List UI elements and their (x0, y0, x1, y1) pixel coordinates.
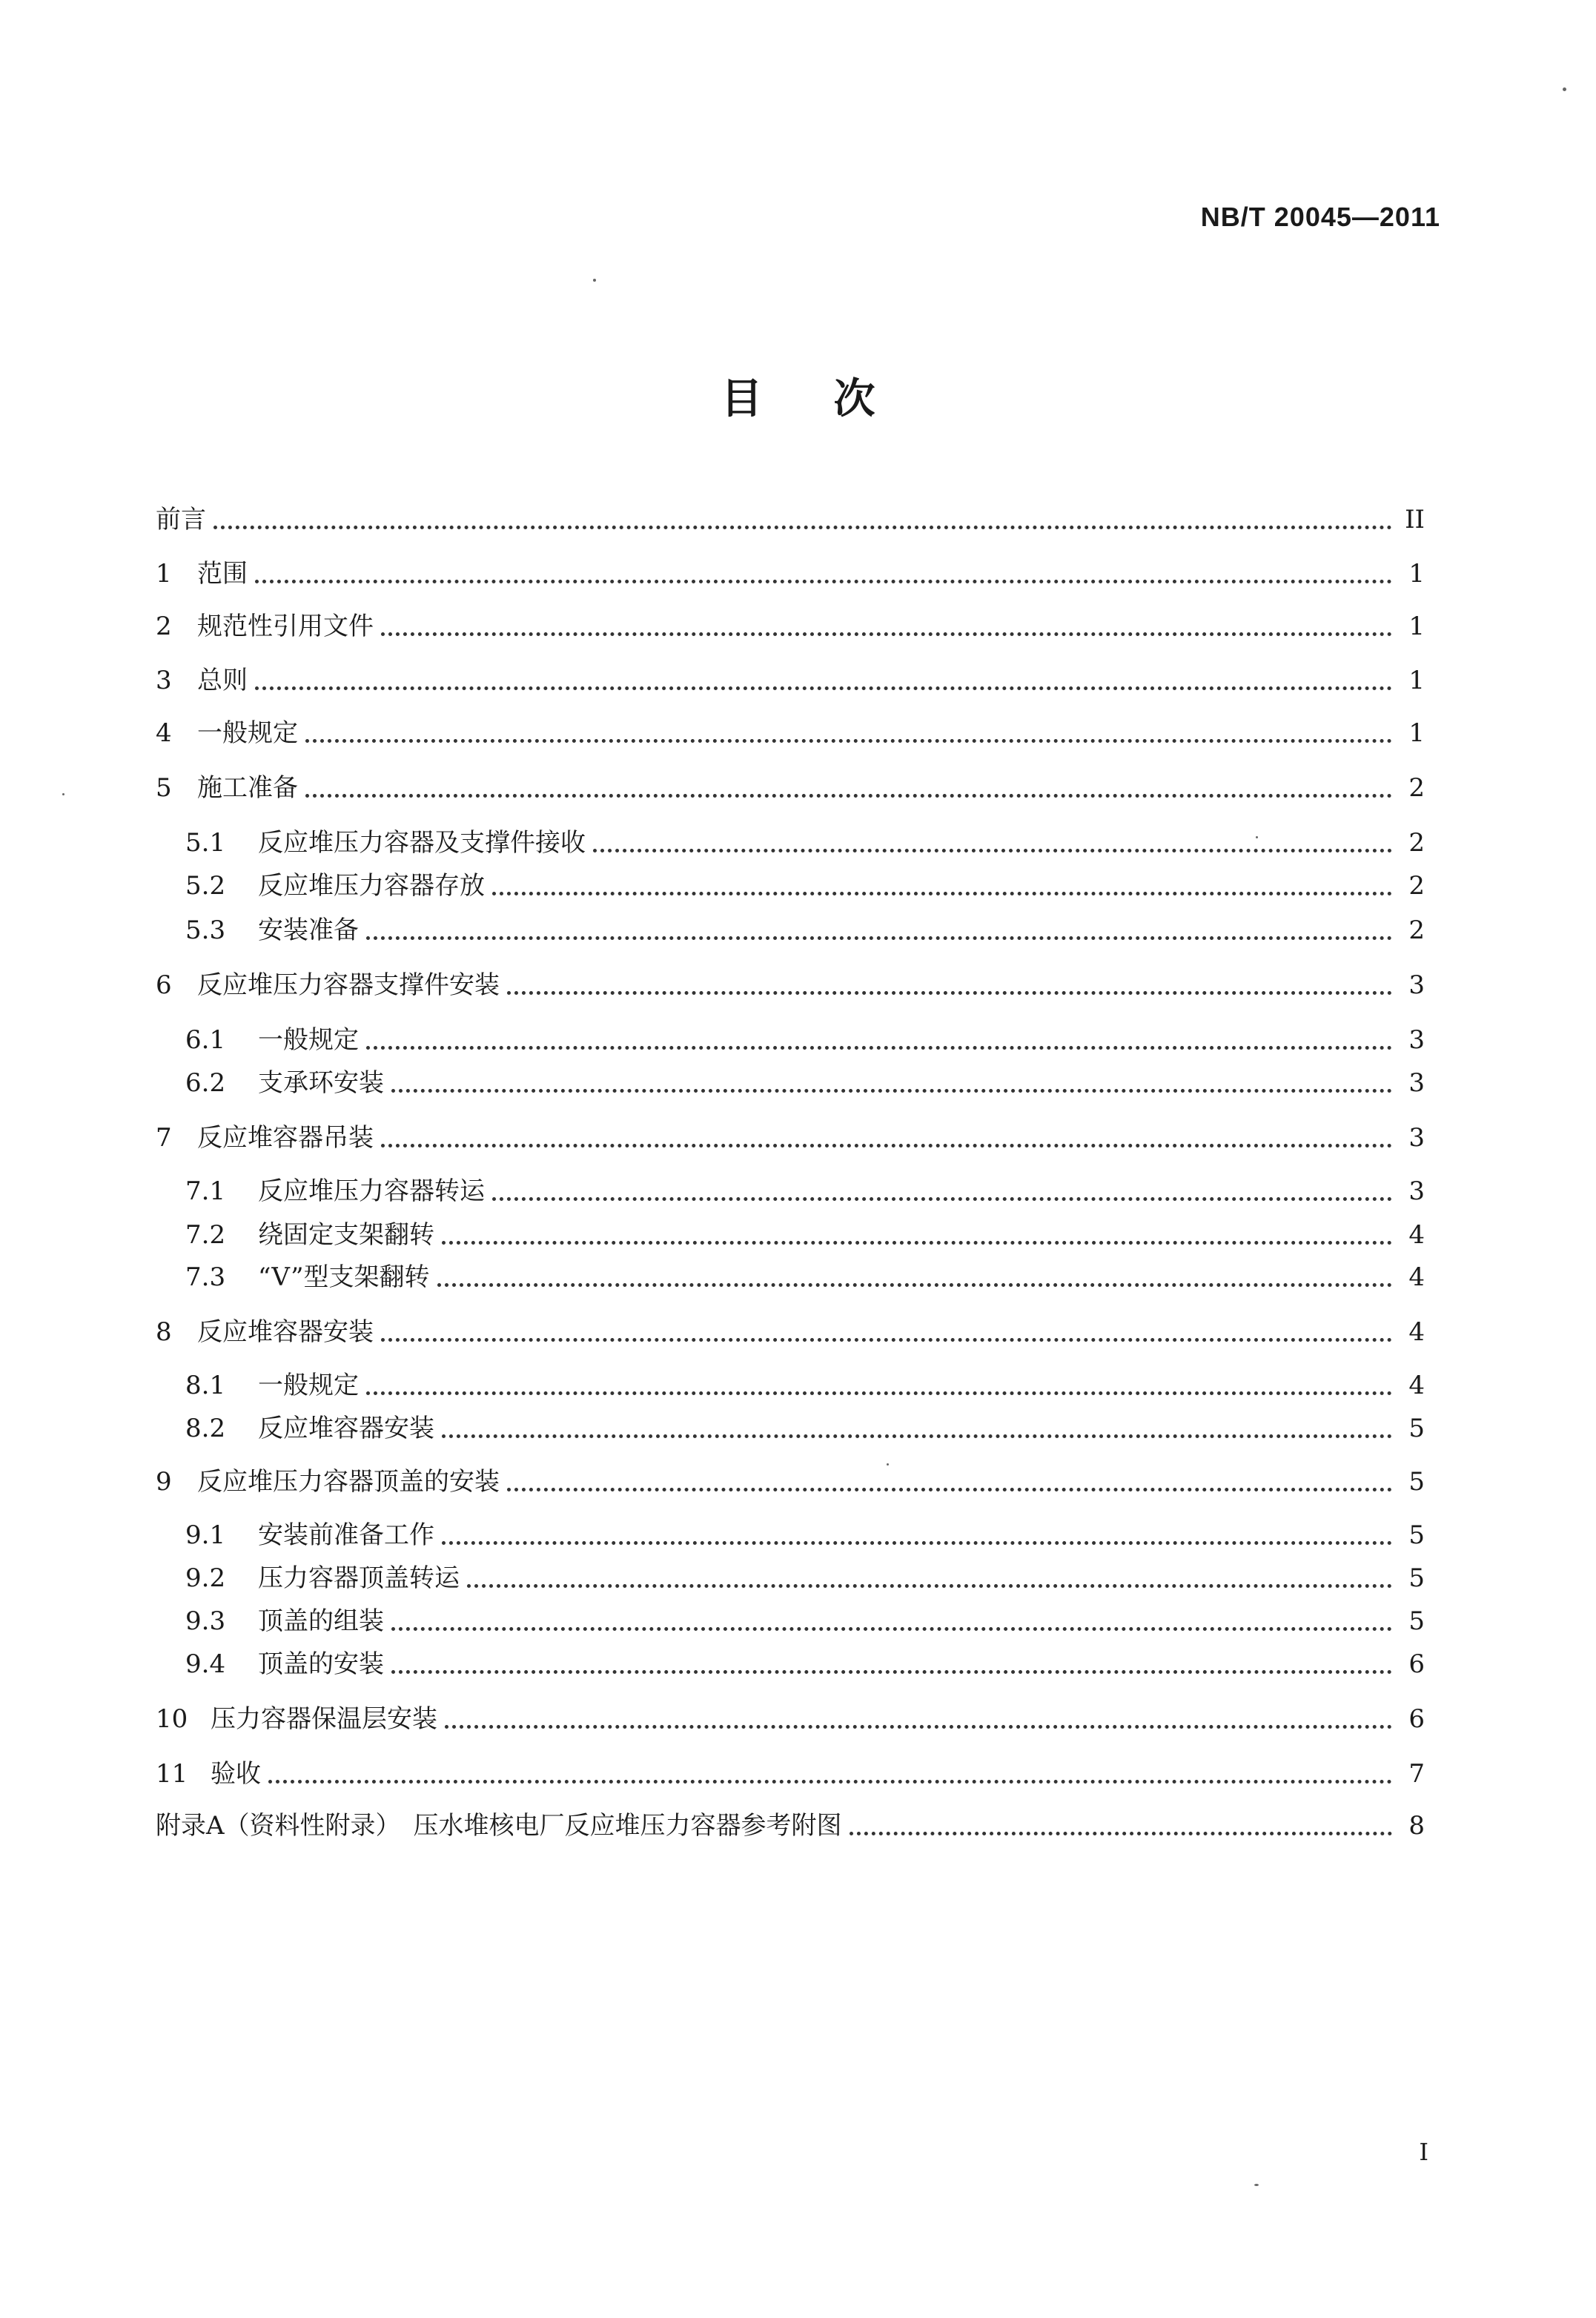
toc-entry-number: 5.1 (185, 828, 226, 858)
toc-entry-label: 压力容器顶盖转运 (258, 1563, 460, 1593)
toc-leader-dots (366, 1046, 1392, 1050)
toc-entry-label: 反应堆容器安装 (258, 1414, 434, 1443)
toc-entry-number: 6 (156, 970, 172, 1000)
toc-entry-number: 9.4 (185, 1649, 226, 1679)
toc-section-entry (156, 1315, 1425, 1349)
toc-subsection-entry (185, 1218, 1425, 1252)
toc-entry-label: 施工准备 (197, 773, 298, 803)
toc-entry-page: 6 (1408, 1649, 1425, 1679)
toc-leader-dots (850, 1832, 1392, 1835)
toc-entry-page: 5 (1408, 1563, 1425, 1593)
scan-speck (62, 793, 64, 795)
page-title: 目次 (721, 375, 947, 423)
toc-entry-page: 7 (1408, 1759, 1425, 1789)
toc-entry-label: 反应堆压力容器顶盖的安装 (197, 1467, 500, 1497)
toc-section-entry (156, 716, 1425, 750)
toc-subsection-entry (185, 1174, 1425, 1208)
toc-entry-label: 前言 (156, 505, 206, 534)
toc-entry-page: 3 (1408, 1025, 1425, 1055)
toc-subsection-entry (185, 869, 1425, 903)
toc-entry-number: 7.3 (185, 1262, 226, 1292)
toc-entry-label: 压力容器保温层安装 (211, 1704, 437, 1734)
toc-entry-page: 3 (1408, 1176, 1425, 1206)
toc-entry-page: 2 (1408, 871, 1425, 901)
toc-subsection-entry (185, 1023, 1425, 1057)
toc-leader-dots (305, 739, 1392, 743)
toc-entry-label: 绕固定支架翻转 (258, 1220, 434, 1250)
toc-leader-dots (366, 1391, 1392, 1395)
toc-entry-page: 4 (1408, 1262, 1425, 1292)
toc-leader-dots (381, 1338, 1392, 1342)
toc-entry-number: 6.1 (185, 1025, 226, 1055)
toc-entry-label: 安装前准备工作 (258, 1520, 434, 1550)
toc-leader-dots (391, 1627, 1392, 1631)
toc-entry-number: 5 (156, 773, 172, 803)
toc-entry-number: 6.2 (185, 1068, 226, 1098)
toc-entry-page: 4 (1408, 1220, 1425, 1250)
toc-subsection-entry (185, 1647, 1425, 1681)
toc-entry-label: 附录A（资料性附录） 压水堆核电厂反应堆压力容器参考附图 (156, 1811, 842, 1841)
toc-leader-dots (255, 686, 1392, 690)
toc-entry-page: 5 (1408, 1467, 1425, 1497)
toc-entry-label: 反应堆压力容器支撑件安装 (197, 970, 500, 1000)
toc-entry-number: 3 (156, 666, 172, 695)
toc-leader-dots (442, 1241, 1392, 1245)
toc-section-entry (156, 1465, 1425, 1499)
toc-entry-label: 总则 (197, 666, 248, 695)
toc-entry-number: 8.2 (185, 1414, 226, 1443)
toc-entry-label: “V”型支架翻转 (258, 1262, 430, 1292)
toc-subsection-entry (185, 1604, 1425, 1638)
toc-leader-dots (442, 1541, 1392, 1545)
toc-entry-page: 1 (1408, 666, 1425, 695)
toc-entry-number: 5.2 (185, 871, 226, 901)
toc-leader-dots (467, 1584, 1392, 1588)
toc-entry-number: 7.2 (185, 1220, 226, 1250)
toc-entry-number: 7 (156, 1123, 172, 1153)
toc-entry-label: 反应堆压力容器转运 (258, 1176, 485, 1206)
toc-entry-page: 4 (1408, 1317, 1425, 1347)
toc-entry-page: 4 (1408, 1371, 1425, 1400)
toc-entry-number: 2 (156, 612, 172, 641)
toc-entry-number: 7.1 (185, 1176, 226, 1206)
toc-subsection-entry (185, 1368, 1425, 1403)
toc-leader-dots (492, 892, 1392, 895)
toc-entry-label: 顶盖的安装 (258, 1649, 384, 1679)
toc-leader-dots (492, 1197, 1392, 1201)
toc-entry-page: 8 (1408, 1811, 1425, 1841)
toc-leader-dots (507, 1488, 1392, 1491)
toc-section-entry (156, 771, 1425, 805)
toc-section-entry (156, 557, 1425, 591)
toc-entry-label: 顶盖的组装 (258, 1606, 384, 1636)
toc-subsection-entry (185, 826, 1425, 860)
toc-entry-label: 一般规定 (197, 718, 298, 748)
toc-leader-dots (593, 849, 1392, 852)
scan-speck (1563, 87, 1566, 91)
toc-entry-page: 1 (1408, 612, 1425, 641)
toc-entry-label: 安装准备 (258, 915, 359, 945)
toc-entry-number: 8.1 (185, 1371, 226, 1400)
toc-entry-label: 范围 (197, 559, 248, 589)
scan-speck (1256, 836, 1258, 838)
toc-entry-page: 3 (1408, 1123, 1425, 1153)
toc-entry-label: 验收 (211, 1759, 261, 1789)
toc-leader-dots (442, 1434, 1392, 1438)
toc-entry-number: 11 (156, 1759, 188, 1789)
scan-speck (887, 1463, 889, 1466)
toc-leader-dots (507, 991, 1392, 995)
toc-subsection-entry (185, 1518, 1425, 1552)
toc-entry-page: 3 (1408, 1068, 1425, 1098)
toc-subsection-entry (185, 1411, 1425, 1446)
toc-leader-dots (381, 632, 1392, 636)
toc-subsection-entry (185, 1260, 1425, 1294)
toc-entry-label: 一般规定 (258, 1371, 359, 1400)
toc-entry-number: 9.1 (185, 1520, 226, 1550)
toc-leader-dots (268, 1780, 1392, 1784)
toc-section-entry (156, 1702, 1425, 1736)
toc-entry-label: 一般规定 (258, 1025, 359, 1055)
toc-entry-page: 1 (1408, 559, 1425, 589)
toc-entry-page: 5 (1408, 1606, 1425, 1636)
toc-section-entry (156, 1809, 1425, 1843)
toc-entry-label: 反应堆容器吊装 (197, 1123, 374, 1153)
toc-leader-dots (437, 1283, 1392, 1287)
toc-entry-page: 5 (1408, 1414, 1425, 1443)
toc-entry-page: 3 (1408, 970, 1425, 1000)
toc-entry-number: 1 (156, 559, 172, 589)
scan-speck (1254, 2184, 1259, 2186)
toc-leader-dots (381, 1144, 1392, 1148)
toc-leader-dots (391, 1670, 1392, 1674)
toc-section-entry (156, 1121, 1425, 1155)
toc-entry-page: 5 (1408, 1520, 1425, 1550)
toc-entry-page: 6 (1408, 1704, 1425, 1734)
toc-entry-label: 支承环安装 (258, 1068, 384, 1098)
page-number: I (1419, 2138, 1428, 2166)
toc-section-entry (156, 968, 1425, 1002)
toc-entry-label: 反应堆压力容器存放 (258, 871, 485, 901)
toc-entry-number: 8 (156, 1317, 172, 1347)
toc-entry-number: 9 (156, 1467, 172, 1497)
toc-entry-page: 2 (1408, 915, 1425, 945)
toc-leader-dots (305, 794, 1392, 798)
toc-entry-number: 5.3 (185, 915, 226, 945)
toc-entry-page: 2 (1408, 828, 1425, 858)
toc-entry-number: 9.3 (185, 1606, 226, 1636)
toc-subsection-entry (185, 1066, 1425, 1100)
toc-entry-number: 10 (156, 1704, 188, 1734)
standard-code: NB/T 20045—2011 (1200, 202, 1440, 232)
toc-entry-label: 规范性引用文件 (197, 612, 374, 641)
toc-entry-page: 1 (1408, 718, 1425, 748)
toc-subsection-entry (185, 1561, 1425, 1595)
toc-subsection-entry (185, 913, 1425, 947)
toc-entry-label: 反应堆压力容器及支撑件接收 (258, 828, 586, 858)
toc-leader-dots (255, 580, 1392, 583)
toc-entry-number: 9.2 (185, 1563, 226, 1593)
toc-section-entry (156, 503, 1425, 537)
toc-leader-dots (391, 1089, 1392, 1093)
toc-section-entry (156, 663, 1425, 698)
scan-speck (593, 279, 596, 282)
toc-entry-number: 4 (156, 718, 172, 748)
toc-entry-page: 2 (1408, 773, 1425, 803)
toc-entry-label: 反应堆容器安装 (197, 1317, 374, 1347)
toc-leader-dots (213, 526, 1392, 529)
toc-section-entry (156, 1757, 1425, 1791)
toc-entry-page: II (1405, 505, 1425, 534)
toc-leader-dots (445, 1725, 1392, 1729)
toc-section-entry (156, 609, 1425, 643)
toc-leader-dots (366, 936, 1392, 940)
